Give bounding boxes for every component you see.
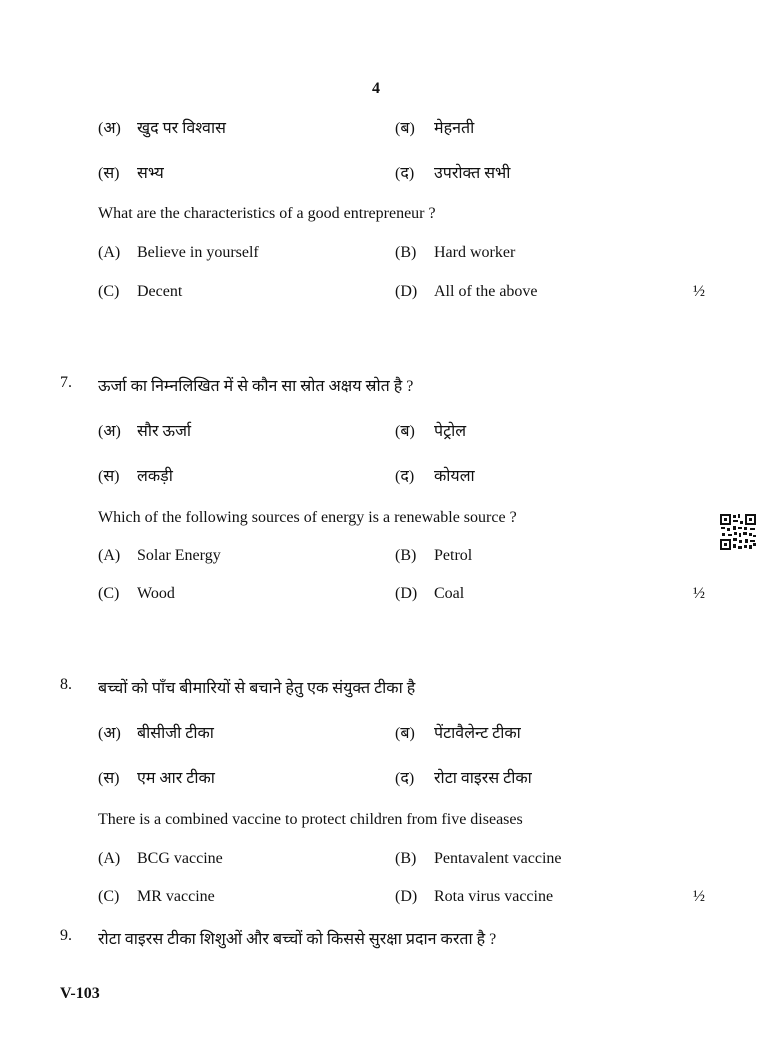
question-7-marks: ½ (693, 585, 705, 602)
option-label: (ब) (395, 725, 415, 742)
option-a (98, 850, 223, 868)
option-hindi-d (395, 464, 475, 486)
option-label: (D) (395, 585, 418, 602)
option-label: (A) (98, 244, 121, 261)
question-8-number: 8. (60, 676, 72, 693)
option-label: (ब) (395, 120, 415, 137)
option-text: Believe in yourself (137, 244, 259, 261)
option-hindi-c (98, 766, 215, 788)
option-text: Solar Energy (137, 547, 221, 564)
option-label: (C) (98, 283, 120, 300)
option-hindi-b (395, 721, 521, 743)
option-hindi-c (98, 161, 164, 183)
qr-code-icon (719, 513, 757, 551)
option-label: (स) (98, 468, 120, 485)
option-label: (C) (98, 888, 120, 905)
option-text: पेट्रोल (434, 423, 467, 440)
option-text: Rota virus vaccine (434, 888, 554, 905)
option-label: (C) (98, 585, 120, 602)
option-label: (द) (395, 165, 415, 182)
question-7-number: 7. (60, 374, 72, 391)
option-text: Pentavalent vaccine (434, 850, 562, 867)
option-b (395, 850, 562, 868)
question-8-marks: ½ (693, 888, 705, 905)
option-text: Wood (137, 585, 175, 602)
option-c (98, 585, 175, 603)
option-label: (अ) (98, 120, 121, 137)
question-9-hindi: रोटा वाइरस टीका शिशुओं और बच्चों को किससे सुरक्षा प्रदान करता है ? (98, 931, 497, 948)
question-6-english: What are the characteristics of a good entrepreneur ? (98, 205, 436, 222)
option-label: (द) (395, 770, 415, 787)
option-label: (अ) (98, 725, 121, 742)
option-text: Hard worker (434, 244, 516, 261)
option-label: (D) (395, 888, 418, 905)
option-hindi-a (98, 721, 214, 743)
option-label: (A) (98, 547, 121, 564)
option-label: (D) (395, 283, 418, 300)
option-text: खुद पर विश्वास (137, 120, 226, 137)
option-label: (स) (98, 770, 120, 787)
option-b (395, 244, 515, 262)
option-label: (B) (395, 547, 417, 564)
page-number: 4 (372, 80, 380, 97)
option-label: (ब) (395, 423, 415, 440)
option-d (395, 888, 553, 906)
option-d (395, 283, 538, 301)
question-8-english: There is a combined vaccine to protect children from five diseases (98, 811, 523, 828)
option-a (98, 244, 259, 262)
option-text: MR vaccine (137, 888, 215, 905)
option-label: (B) (395, 850, 417, 867)
question-9-number: 9. (60, 927, 72, 944)
option-text: मेहनती (434, 120, 475, 137)
option-b (395, 547, 472, 565)
option-hindi-d (395, 161, 510, 183)
option-hindi-d (395, 766, 532, 788)
option-c (98, 888, 215, 906)
option-label: (B) (395, 244, 417, 261)
question-7-hindi: ऊर्जा का निम्नलिखित में से कौन सा स्रोत अक्षय स्रोत है ? (98, 378, 414, 395)
option-text: Coal (434, 585, 465, 602)
option-text: BCG vaccine (137, 850, 223, 867)
option-label: (द) (395, 468, 415, 485)
option-text: Petrol (434, 547, 473, 564)
option-hindi-c (98, 464, 173, 486)
option-text: Decent (137, 283, 183, 300)
option-hindi-a (98, 116, 226, 138)
option-hindi-a (98, 419, 191, 441)
option-text: रोटा वाइरस टीका (434, 770, 532, 787)
option-text: पेंटावैलेन्ट टीका (434, 725, 521, 742)
option-text: All of the above (434, 283, 538, 300)
option-text: उपरोक्त सभी (434, 165, 511, 182)
option-text: बीसीजी टीका (137, 725, 214, 742)
option-c (98, 283, 182, 301)
question-8-hindi: बच्चों को पाँच बीमारियों से बचाने हेतु एक संयुक्त टीका है (98, 680, 416, 697)
option-text: एम आर टीका (137, 770, 215, 787)
question-6-marks: ½ (693, 283, 705, 300)
question-7-english: Which of the following sources of energy is a renewable source ? (98, 509, 517, 526)
option-d (395, 585, 464, 603)
option-hindi-b (395, 419, 466, 441)
option-label: (अ) (98, 423, 121, 440)
option-text: लकड़ी (137, 468, 173, 485)
option-hindi-b (395, 116, 474, 138)
option-text: सौर ऊर्जा (137, 423, 192, 440)
option-label: (A) (98, 850, 121, 867)
option-label: (स) (98, 165, 120, 182)
option-a (98, 547, 221, 565)
paper-code: V-103 (60, 985, 100, 1002)
option-text: सभ्य (137, 165, 164, 182)
option-text: कोयला (434, 468, 475, 485)
